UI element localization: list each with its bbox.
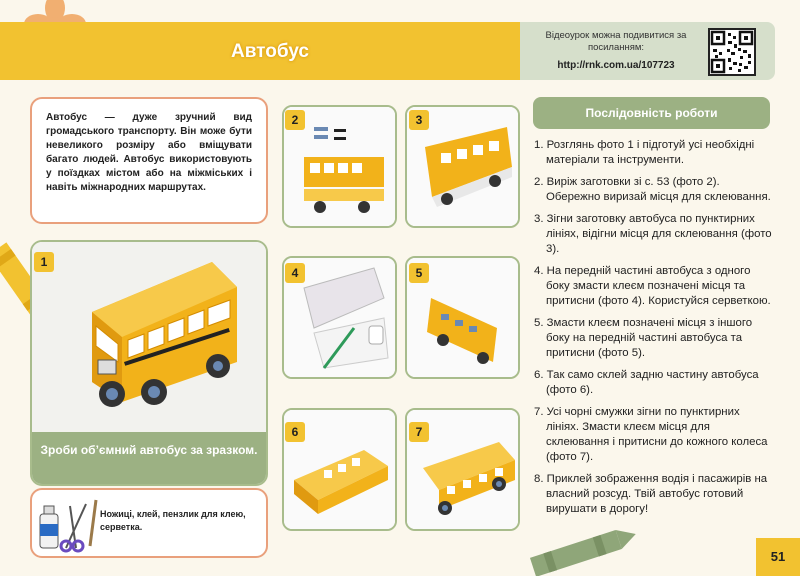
list-item: 5. Змасти клеєм позначені місця з іншого боку на передній частині автобуса та притисни (фото 5). [534,317,753,359]
photo-1-background [32,242,266,432]
list-item: 1. Розглянь фото 1 і підготуй усі необхідні матеріали та інструменти. [534,139,755,166]
qr-code-icon[interactable] [708,28,756,76]
steps-heading: Послідовність роботи [533,97,770,129]
photo-1-caption: Зроби об’ємний автобус за зразком. [32,432,266,484]
list-item: 6. Так само склей задню частину автобуса (фото 6). [534,369,759,396]
photo-number: 2 [285,110,305,130]
list-item: 4. На передній частині автобуса з одного боку змасти клеєм позначені місця та притисни (фото 4). Користуйся серветкою. [534,265,771,307]
crayon-decoration [520,520,640,576]
steps-list [534,138,774,524]
scissors-glue-icon [36,494,100,554]
photo-number: 5 [409,263,429,283]
video-text: Відеоурок можна подивитися за посиланням: [545,30,687,53]
photo-number: 3 [409,110,429,130]
page-title: Автобус [231,41,309,62]
photo-number: 4 [285,263,305,283]
materials-text: Ножиці, клей, пензлик для клею, серветка. [100,509,246,532]
list-item: 7. Усі чорні смужки зігни по пунктирних лініях. Змасти клеєм місця для склеювання і притисни до кожного колеса (фото 7). [534,406,768,463]
finished-bus-illustration [32,242,266,432]
photo-number: 6 [285,422,305,442]
list-item: 2. Виріж заготовки зі с. 53 (фото 2). Обережно виризай місця для склеювання. [534,176,771,203]
list-item: 3. Зігни заготовку автобуса по пунктирних лініях, відігни місця для склеювання (фото 3). [534,213,772,255]
page-number: 51 [756,538,800,576]
video-link[interactable]: http://rnk.com.ua/107723 [557,60,675,71]
photo-number: 7 [409,422,429,442]
photo-number: 1 [34,252,54,272]
photo-1 [30,240,268,486]
intro-text-box: Автобус — дуже зручний вид громадського транспорту. Він може бути невеликого розміру або вміщувати багато людей. Автобус використовують у поїздках містом або на міжміських і навіть міжнародних маршрутах. [30,97,268,224]
list-item: 8. Приклей зображення водія і пасажирів на власний розсуд. Твій автобус готовий вирушати в дорогу! [534,473,768,515]
